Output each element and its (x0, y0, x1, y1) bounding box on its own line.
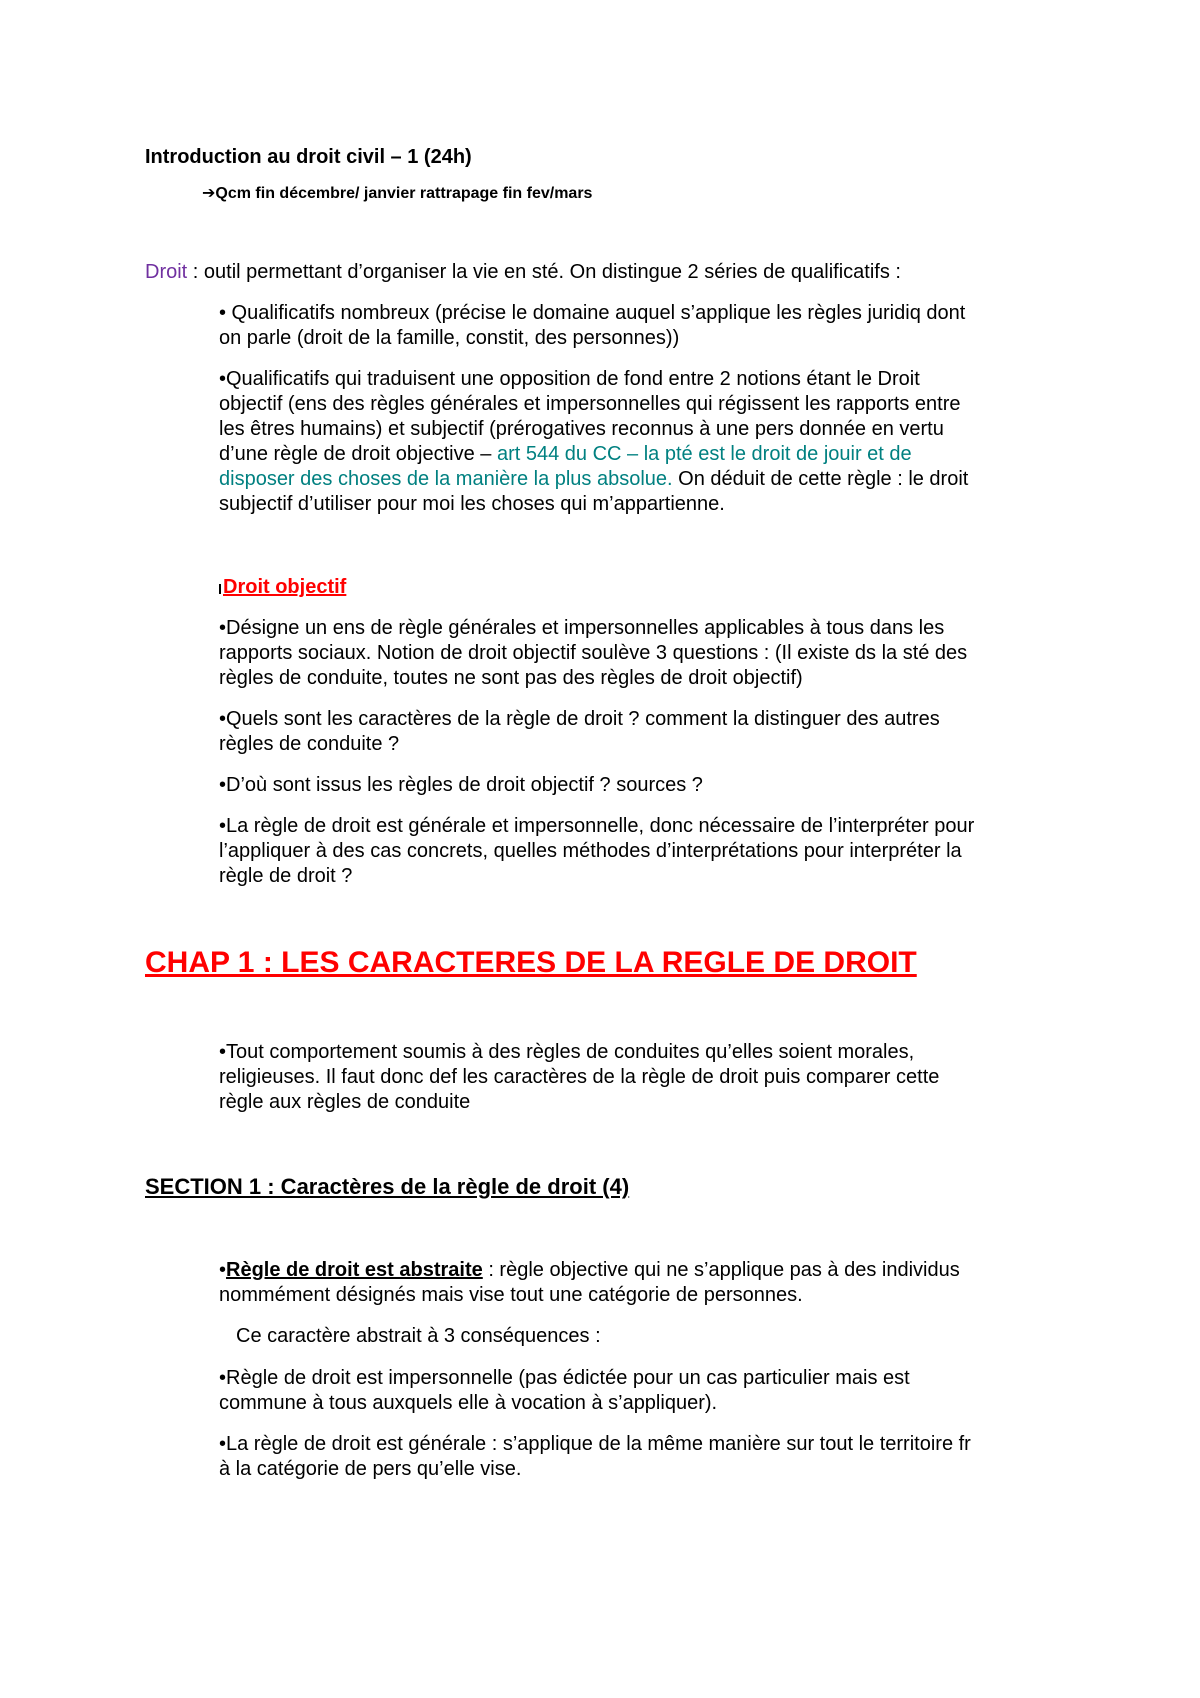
exam-note-text: Qcm fin décembre/ janvier rattrapage fin fev/mars (215, 185, 593, 202)
general-line-2: à la catégorie de pers qu’elle vise. (219, 1458, 522, 1480)
document-title: Introduction au droit civil – 1 (24h) (145, 146, 472, 168)
qualificatifs-2-line-6: subjectif d’utiliser pour moi les choses qui m’appartienne. (219, 493, 725, 515)
chapter-intro-line-3: règle aux règles de conduite (219, 1091, 471, 1113)
droit-objectif-p2-line-2: règles de conduite ? (219, 733, 400, 755)
text-cursor-mark (219, 584, 221, 594)
qualificatifs-2-line-3: les êtres humains) et subjectif (prérogatives reconnus à une pers donnée en vertu (219, 418, 944, 440)
droit-objectif-p3-line-1: •D’où sont issus les règles de droit objectif ? sources ? (219, 774, 703, 796)
droit-objectif-p1-line-2: rapports sociaux. Notion de droit objectif soulève 3 questions : (Il existe ds la sté des (219, 642, 968, 664)
chapter-intro-line-1: •Tout comportement soumis à des règles de conduites qu’elles soient morales, (219, 1041, 915, 1063)
arrow-icon: ➔ (202, 185, 216, 202)
droit-definition (145, 260, 901, 284)
consequences-intro: Ce caractère abstrait à 3 conséquences : (236, 1325, 601, 1347)
abstract-term: Règle de droit est abstraite (226, 1259, 483, 1281)
qualificatifs-2-line-4-text: d’une règle de droit objective – (219, 443, 497, 465)
droit-term: Droit (145, 261, 188, 283)
chapter-title: CHAP 1 : LES CARACTERES DE LA REGLE DE DROIT (145, 946, 917, 979)
qualificatifs-2-line-1: •Qualificatifs qui traduisent une opposition de fond entre 2 notions étant le Droit (219, 368, 920, 390)
impersonal-line-2: commune à tous auxquels elle à vocation à s’appliquer). (219, 1392, 718, 1414)
abstract-line-1 (219, 1258, 960, 1282)
qualificatifs-2-line-4 (219, 442, 912, 466)
droit-objectif-heading-text: Droit objectif (223, 576, 347, 598)
exam-note (202, 184, 592, 204)
article-544-quote-end: disposer des choses de la manière la plus absolue. (219, 468, 673, 490)
qualificatifs-1-line-1: • Qualificatifs nombreux (précise le domaine auquel s’applique les règles juridiq dont (219, 302, 966, 324)
chapter-intro-line-2: religieuses. Il faut donc def les caractères de la règle de droit puis comparer cette (219, 1066, 940, 1088)
droit-objectif-p1-line-1: •Désigne un ens de règle générales et impersonnelles applicables à tous dans les (219, 617, 945, 639)
droit-objectif-p4-line-1: •La règle de droit est générale et impersonnelle, donc nécessaire de l’interpréter pour (219, 815, 975, 837)
droit-definition-text: : outil permettant d’organiser la vie en sté. On distingue 2 séries de qualificatifs : (187, 261, 901, 283)
droit-objectif-p4-line-2: l’appliquer à des cas concrets, quelles méthodes d’interprétations pour interpréter la (219, 840, 962, 862)
abstract-bullet: • (219, 1259, 227, 1281)
droit-objectif-heading (219, 575, 346, 599)
general-line-1: •La règle de droit est générale : s’applique de la même manière sur tout le territoire fr (219, 1433, 971, 1455)
abstract-line-2: nommément désignés mais vise tout une catégorie de personnes. (219, 1284, 803, 1306)
droit-objectif-p1-line-3: règles de conduite, toutes ne sont pas des règles de droit objectif) (219, 667, 803, 689)
droit-objectif-p2-line-1: •Quels sont les caractères de la règle de droit ? comment la distinguer des autres (219, 708, 940, 730)
qualificatifs-2-line-2: objectif (ens des règles générales et impersonnelles qui régissent les rapports entre (219, 393, 961, 415)
qualificatifs-2-line-5 (219, 467, 968, 491)
section-1-title: SECTION 1 : Caractères de la règle de droit (4) (145, 1174, 630, 1199)
qualificatifs-1-line-2: on parle (droit de la famille, constit, des personnes)) (219, 327, 680, 349)
article-544-quote: art 544 du CC – la pté est le droit de jouir et de (496, 443, 912, 465)
droit-objectif-p4-line-3: règle de droit ? (219, 865, 353, 887)
abstract-definition: : règle objective qui ne s’applique pas à des individus (482, 1259, 960, 1281)
qualificatifs-2-line-5-text: On déduit de cette règle : le droit (672, 468, 969, 490)
impersonal-line-1: •Règle de droit est impersonnelle (pas édictée pour un cas particulier mais est (219, 1367, 910, 1389)
